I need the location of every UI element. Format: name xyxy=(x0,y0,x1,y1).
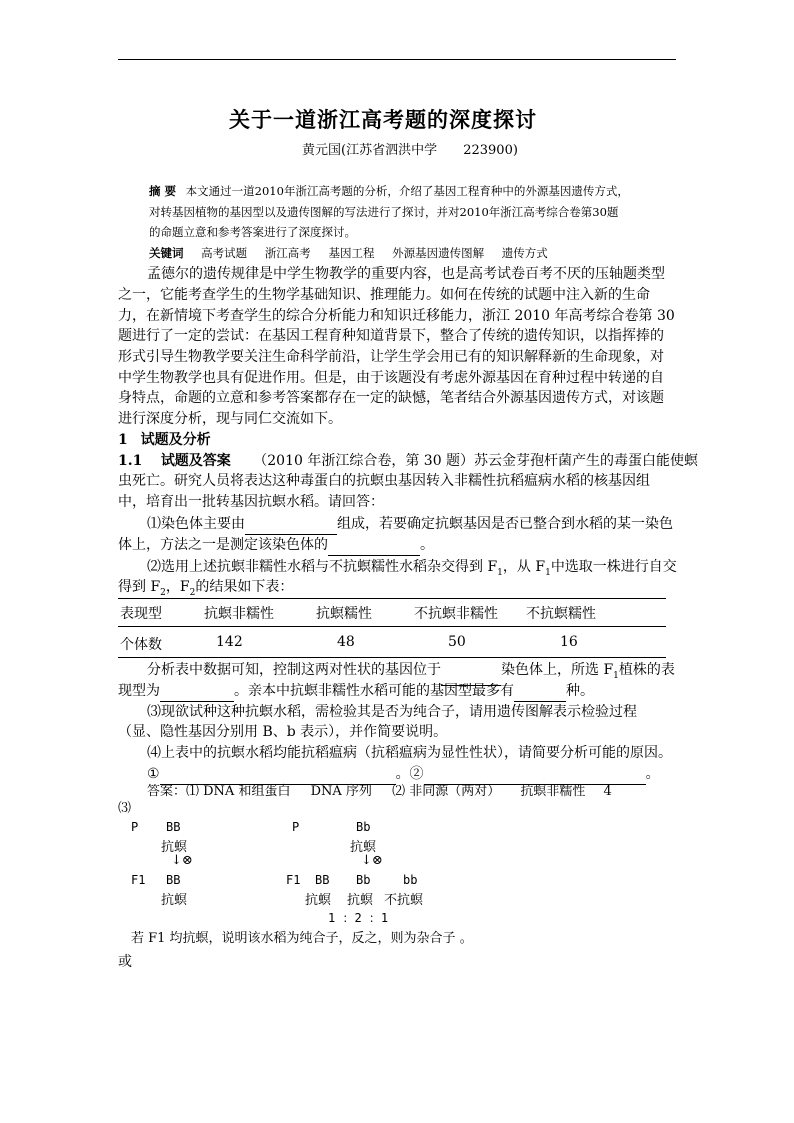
or-label: 或 xyxy=(118,954,132,970)
question-3-line-2: （显、隐性基因分别用 B、b 表示），并作简要说明。 xyxy=(118,724,448,740)
author: 黄元国(江苏省泗洪中学 xyxy=(302,143,438,158)
left-phenotype: 抗螟 xyxy=(161,840,188,855)
table-top-rule xyxy=(118,598,666,599)
left-f1-phenotype: 抗螟 xyxy=(161,893,188,908)
right-F1: F1 xyxy=(286,873,301,887)
left-selfing-arrow: ↓⊗ xyxy=(171,853,193,868)
table-row-label: 个体数 xyxy=(120,637,162,653)
intro-line-4: 题进行了一定的尝试：在基因工程育种知道背景下，整合了传统的遗传知识，以指挥捧的 xyxy=(118,328,664,344)
right-f1-ph1: 抗螟 xyxy=(305,893,332,908)
section-1-1-line-3: 中，培育出一批转基因抗螟水稻。请回答： xyxy=(118,494,384,510)
table-header-1: 抗螟非糯性 xyxy=(204,606,274,622)
postcode: 223900) xyxy=(463,143,518,158)
right-phenotype: 抗螟 xyxy=(350,840,377,855)
section-1-1-line-1: 1.1 试题及答案 （2010 年浙江综合卷，第 30 题）苏云金芽孢杆菌产生的毒蛋白能使螟 xyxy=(118,453,699,469)
question-4-line-2: ① 。② 。 xyxy=(147,764,660,785)
abstract-line-2: 对转基因植物的基因型以及遗传图解的写法进行了探讨，并对2010年浙江高考综合卷第30题 xyxy=(149,205,619,219)
table-value: 16 xyxy=(560,634,578,650)
table-bottom-rule xyxy=(118,657,666,658)
intro-line-5: 形式引导生物教学要关注生命科学前沿，让学生学会用已有的知识解释新的生命现象，对 xyxy=(118,349,664,365)
question-1-line-1: ⑴染色体主要由 组成，若要确定抗螟基因是否已整合到水稻的某一染色 xyxy=(147,514,673,535)
right-P: P xyxy=(292,820,300,834)
top-rule xyxy=(118,59,676,60)
left-f1-genotype: BB xyxy=(166,873,181,887)
section-1-1-line-2: 虫死亡。研究人员将表达这种毒蛋白的抗螟虫基因转入非糯性抗稻瘟病水稻的核基因组 xyxy=(118,473,650,489)
keywords: 关键词 高考试题 浙江高考 基因工程 外源基因遗传图解 遗传方式 xyxy=(149,246,548,260)
segregation-ratio: 1 ：2 ：1 xyxy=(328,911,389,925)
table-value: 142 xyxy=(216,634,243,650)
abstract-line-1: 摘 要 本文通过一道2010年浙江高考题的分析，介绍了基因工程育种中的外源基因遗传方式， xyxy=(149,184,629,198)
table-header-4: 不抗螟糯性 xyxy=(526,606,596,622)
author-line xyxy=(302,139,518,158)
analysis-line-2: 现型为 。亲本中抗螟非糯性水稻可能的基因型最多有 种。 xyxy=(118,681,594,702)
right-f1-ph2: 抗螟 xyxy=(347,893,374,908)
table-header-2: 抗螟糯性 xyxy=(316,606,372,622)
question-2-line-2: 得到 $F_2$，$F_2$的结果如下表： xyxy=(118,579,294,598)
analysis-line-1: 分析表中数据可知，控制这两对性状的基因位于 染色体上，所选 $F_1$植株的表 xyxy=(147,660,675,686)
paper-title: 关于一道浙江高考题的深度探讨 xyxy=(229,107,537,132)
intro-line-3: 力，在新情境下考查学生的综合分析能力和知识迁移能力，浙江 2010 年高考综合卷第 30 xyxy=(118,308,675,324)
answer-line: 答案：⑴ DNA 和组蛋白 DNA 序列 ⑵ 非同源（两对） 抗螟非糯性 4 xyxy=(147,784,612,799)
table-mid-rule xyxy=(118,626,666,627)
blank xyxy=(514,687,566,702)
table-header-phenotype: 表现型 xyxy=(120,606,162,622)
question-2-line-1: ⑵选用上述抗螟非糯性水稻与不抗螟糯性水稻杂交得到 $F_1$，从 $F_1$中选取一株进行自交 xyxy=(147,559,677,578)
right-f1-g2: Bb xyxy=(356,873,371,887)
answer-part-3-label: ⑶ xyxy=(118,801,132,816)
left-genotype: BB xyxy=(166,820,181,834)
intro-line-6: 中学生物教学也具有促进作用。但是，由于该题没有考虑外源基因在育种过程中转递的自 xyxy=(118,370,664,386)
right-f1-ph3: 不抗螟 xyxy=(384,893,424,908)
question-3-line-1: ⑶现欲试种这种抗螟水稻，需检验其是否为纯合子，请用遗传图解表示检验过程 xyxy=(147,704,637,720)
question-1-line-2: 体上，方法之一是测定该染色体的 。 xyxy=(118,535,434,556)
table-value: 48 xyxy=(337,634,355,650)
right-genotype: Bb xyxy=(356,820,371,834)
table-header-3: 不抗螟非糯性 xyxy=(414,606,498,622)
right-selfing-arrow: ↓⊗ xyxy=(361,853,383,868)
intro-line-1: 孟德尔的遗传规律是中学生物教学的重要内容，也是高考试卷百考不厌的压轴题类型 xyxy=(147,266,665,282)
section-1-heading: 1 试题及分析 xyxy=(118,432,211,448)
blank xyxy=(245,520,337,535)
abstract-label: 摘 要 xyxy=(149,184,177,198)
right-f1-g3: bb xyxy=(403,873,418,887)
left-P: P xyxy=(131,820,139,834)
intro-line-2: 之一，它能考查学生的生物学基础知识、推理能力。如何在传统的试题中注入新的生命 xyxy=(118,287,650,303)
conclusion: 若 F1 均抗螟，说明该水稻为纯合子，反之，则为杂合子 。 xyxy=(131,931,473,946)
keywords-label: 关键词 xyxy=(149,246,184,260)
blank xyxy=(328,541,420,556)
right-f1-g1: BB xyxy=(315,873,330,887)
abstract-line-3: 的命题立意和参考答案进行了深度探讨。 xyxy=(149,225,356,239)
intro-line-8: 进行深度分析，现与同仁交流如下。 xyxy=(118,411,342,427)
intro-line-7: 身特点，命题的立意和参考答案都存在一定的缺憾，笔者结合外源基因遗传方式，对该题 xyxy=(118,390,664,406)
question-4-line-1: ⑷上表中的抗螟水稻均能抗稻瘟病（抗稻瘟病为显性性状），请简要分析可能的原因。 xyxy=(147,745,672,761)
left-F1: F1 xyxy=(131,873,146,887)
table-value: 50 xyxy=(448,634,466,650)
blank xyxy=(160,687,234,702)
